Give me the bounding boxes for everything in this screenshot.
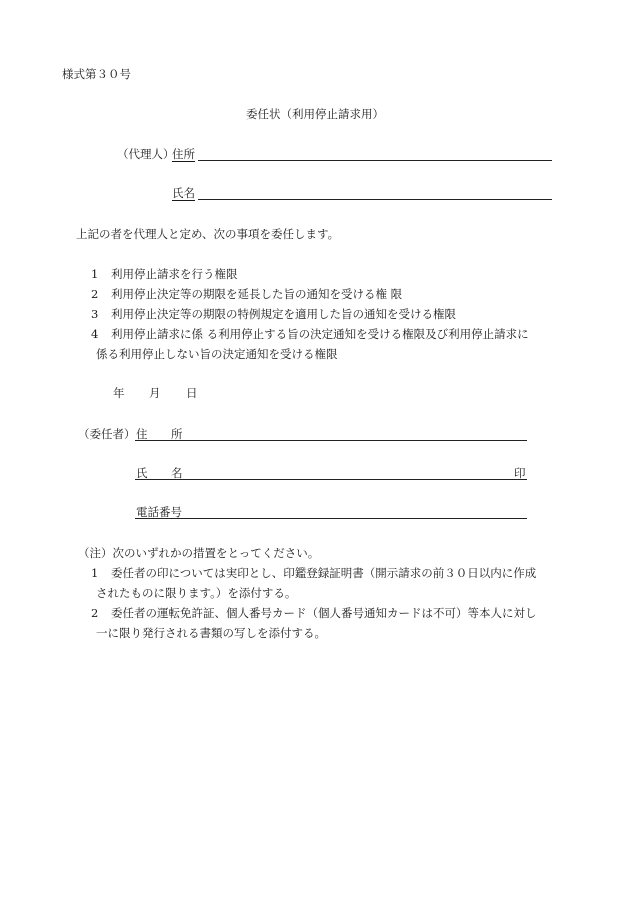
principal-address-line (135, 440, 527, 441)
agent-address-line (198, 160, 552, 161)
note-text-continued: 一に限り発行される書類の写しを添付する。 (96, 626, 326, 640)
item-text: 利用停止決定等の期限の特例規定を適用した旨の通知を受ける権限 (111, 307, 456, 321)
item-text: 利用停止決定等の期限を延長した旨の通知を受ける権 限 (111, 287, 403, 301)
principal-address-label-1: 住 (136, 427, 148, 441)
principal-name-label-1: 氏 (136, 466, 148, 480)
agent-name-label: 氏名 (172, 186, 195, 200)
form-number: 様式第３０号 (62, 67, 131, 81)
principal-label: （委任者） (78, 427, 136, 441)
note-text: 委任者の運転免許証、個人番号カード（個人番号通知カードは不可）等本人に対し (111, 606, 537, 620)
agent-label: （代理人） (117, 147, 175, 161)
item-text: 利用停止請求を行う権限 (111, 267, 238, 281)
item-number: 4 (91, 327, 99, 341)
item-number: 1 (91, 267, 99, 281)
note-number: 2 (91, 606, 99, 620)
principal-phone-line (135, 518, 527, 519)
note-text: 委任者の印については実印とし、印鑑登録証明書（開示請求の前３０日以内に作成 (111, 566, 537, 580)
item-text-continued: 係る利用停止しない旨の決定通知を受ける権限 (96, 347, 338, 361)
note-number: 1 (91, 566, 99, 580)
date-month: 月 (149, 386, 161, 400)
note-text-continued: されたものに限ります。）を添付する。 (96, 586, 297, 600)
seal-mark: 印 (514, 466, 526, 480)
item-number: 3 (91, 307, 99, 321)
agent-name-line (198, 199, 552, 200)
agent-address-label: 住所 (172, 147, 195, 161)
notes-heading: （注）次のいずれかの措置をとってください。 (78, 546, 320, 560)
principal-name-line (135, 479, 527, 480)
delegation-statement: 上記の者を代理人と定め、次の事項を委任します。 (76, 227, 340, 241)
principal-name-label-2: 名 (171, 466, 183, 480)
principal-phone-label: 電話番号 (136, 505, 182, 519)
principal-address-label-2: 所 (171, 427, 183, 441)
item-text: 利用停止請求に係 る利用停止する旨の決定通知を受ける権限及び利用停止請求に (111, 327, 529, 341)
date-year: 年 (113, 386, 125, 400)
date-day: 日 (186, 386, 198, 400)
item-number: 2 (91, 287, 99, 301)
page-title: 委任状（利用停止請求用） (246, 107, 384, 121)
